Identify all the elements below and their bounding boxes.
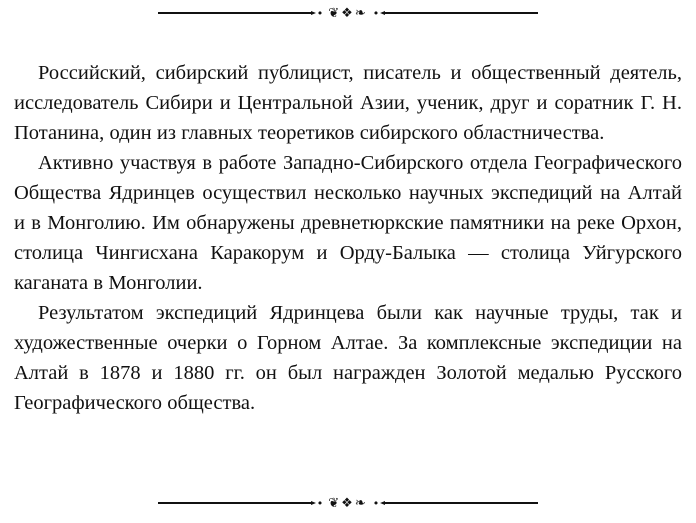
ornament-rule-right xyxy=(385,12,538,14)
body-text xyxy=(14,58,682,418)
ornament-rule-left xyxy=(158,502,311,504)
ornament-glyphs-icon: ❦❖❧ xyxy=(328,495,368,511)
paragraph: Российский, сибирский публицист, писатель и общественный деятель, исследователь Сибири и Центральной Азии, ученик, друг и соратник Г. Н. Потанина, один из главных теоретиков сибирского областничества. xyxy=(14,62,682,144)
ornament-dot-left: • xyxy=(316,6,324,20)
ornament-dot-left: • xyxy=(316,496,324,510)
ornament-dot-right: • xyxy=(372,6,380,20)
ornament-divider-top xyxy=(158,2,538,24)
paragraph: Активно участвуя в работе Западно-Сибирского отдела Географического Общества Ядринцев осуществил несколько научных экспедиций на Алтай и в Монголию. Им обнаружены древнетюркские памятники на реке Орхон, столица Чингисхана Каракорум и Орду-Балыка — столица Уйгурского каганата в Монголии. xyxy=(14,152,682,294)
ornament-rule-left xyxy=(158,12,311,14)
ornament-rule-right xyxy=(385,502,538,504)
ornament-divider-bottom xyxy=(158,492,538,514)
ornament-dot-right: • xyxy=(372,496,380,510)
ornament-glyphs-icon: ❦❖❧ xyxy=(328,5,368,21)
paragraph: Результатом экспедиций Ядринцева были как научные труды, так и художественные очерки о Горном Алтае. За комплексные экспедиции на Алтай в 1878 и 1880 гг. он был награжден Золотой медалью Русского Географического общества. xyxy=(14,302,682,414)
